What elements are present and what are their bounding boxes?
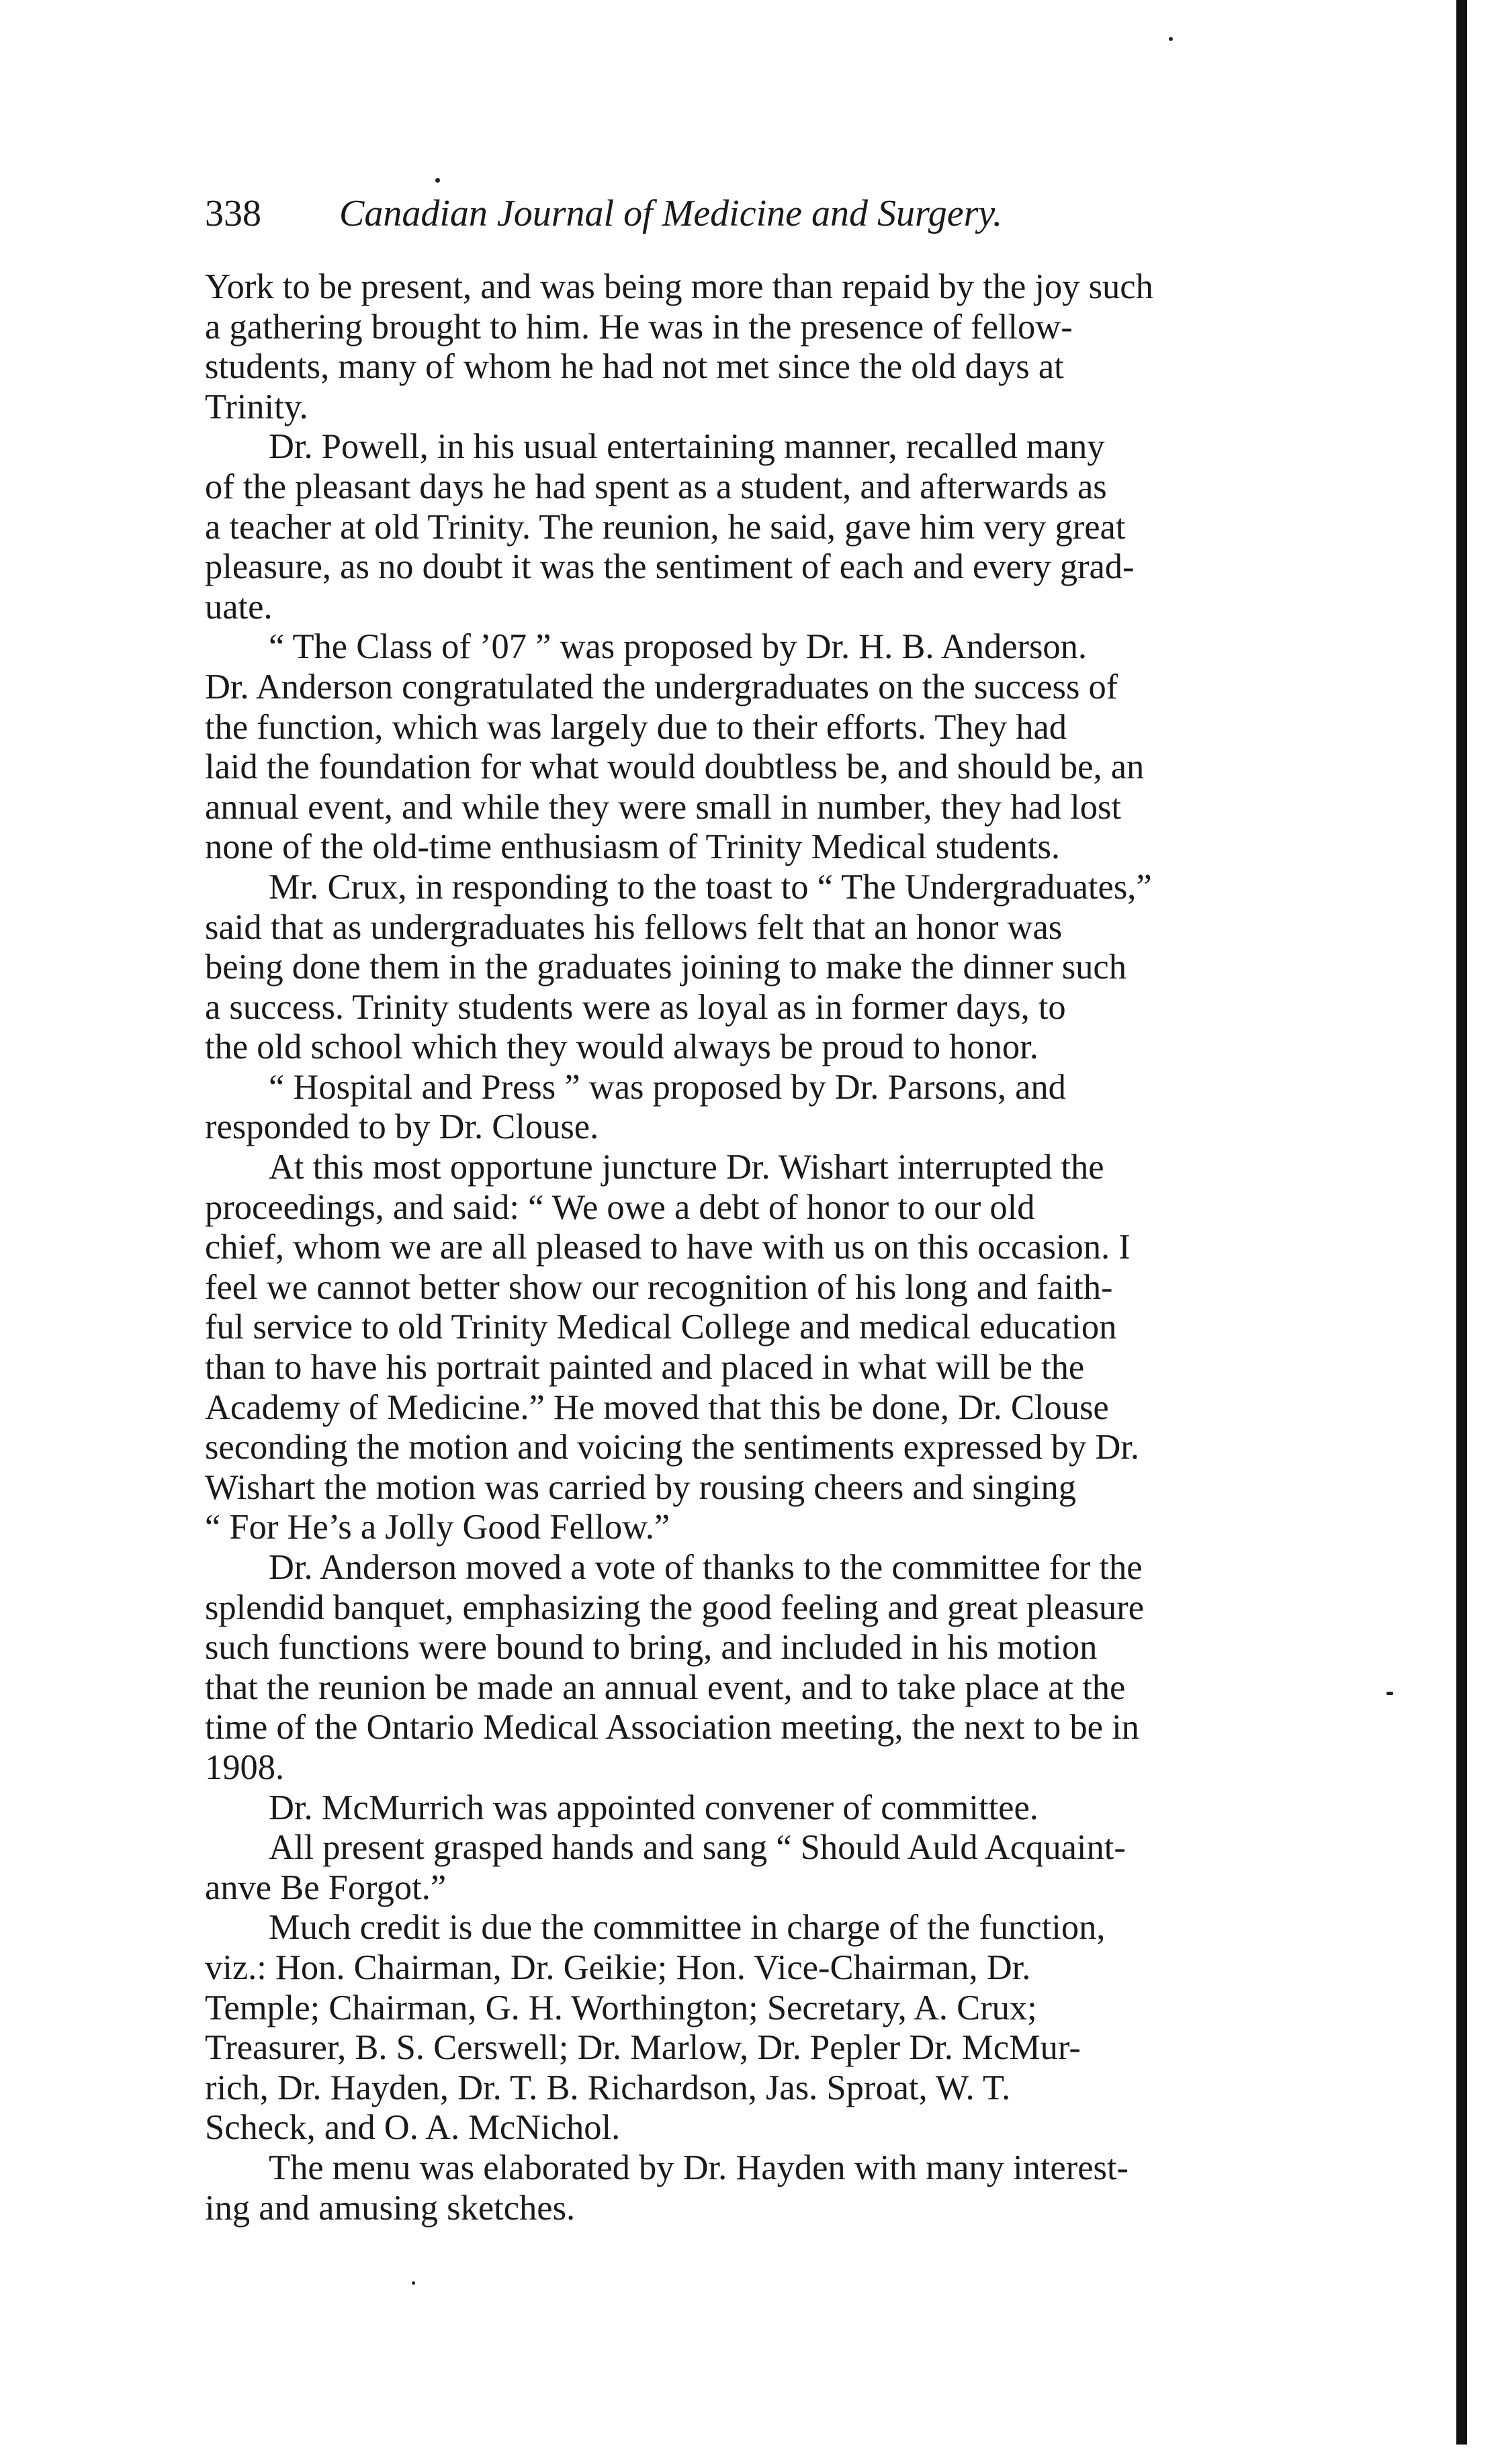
text-line: At this most opportune juncture Dr. Wishart interrupted the <box>269 1148 1104 1187</box>
page-edge-rule <box>1456 0 1467 2445</box>
text-line: proceedings, and said: “ We owe a debt of honor to our old <box>205 1187 1035 1227</box>
text-line: ful service to old Trinity Medical College and medical education <box>205 1308 1117 1347</box>
text-line: uate. <box>205 587 273 627</box>
text-line: Academy of Medicine.” He moved that this be done, Dr. Clouse <box>205 1387 1109 1427</box>
text-line: of the pleasant days he had spent as a student, and afterwards as <box>205 467 1107 506</box>
text-line: feel we cannot better show our recognition of his long and faith- <box>205 1267 1113 1307</box>
text-line: “ Hospital and Press ” was proposed by Dr. Parsons, and <box>269 1067 1066 1107</box>
text-line: ing and amusing sketches. <box>205 2188 576 2228</box>
text-line: than to have his portrait painted and placed in what will be the <box>205 1348 1085 1387</box>
text-line: chief, whom we are all pleased to have with us on this occasion. I <box>205 1228 1131 1267</box>
text-line: pleasure, as no doubt it was the sentiment of each and every grad- <box>205 547 1135 587</box>
page-number: 338 <box>205 193 261 234</box>
text-line: anve Be Forgot.” <box>205 1868 447 1907</box>
scan-speck <box>1169 37 1173 41</box>
scan-speck <box>412 2281 415 2285</box>
text-line: that the reunion be made an annual event, and to take place at the <box>205 1668 1126 1707</box>
text-line: Mr. Crux, in responding to the toast to “ The Undergraduates,” <box>269 867 1152 907</box>
text-line: seconding the motion and voicing the sentiments expressed by Dr. <box>205 1428 1139 1467</box>
text-line: none of the old-time enthusiasm of Trinity Medical students. <box>205 827 1060 867</box>
text-line: said that as undergraduates his fellows felt that an honor was <box>205 907 1063 947</box>
scan-speck <box>435 178 440 183</box>
text-line: splendid banquet, emphasizing the good feeling and great pleasure <box>205 1588 1145 1627</box>
text-line: Dr. Anderson congratulated the undergraduates on the success of <box>205 667 1118 706</box>
text-line: Dr. McMurrich was appointed convener of committee. <box>269 1788 1039 1827</box>
text-line: rich, Dr. Hayden, Dr. T. B. Richardson, Jas. Sproat, W. T. <box>205 2068 1011 2107</box>
article-body <box>205 267 1320 2228</box>
text-line: the function, which was largely due to their efforts. They had <box>205 707 1067 747</box>
text-line: Wishart the motion was carried by rousing cheers and singing <box>205 1467 1076 1507</box>
text-line: a gathering brought to him. He was in the presence of fellow- <box>205 307 1073 347</box>
text-line: students, many of whom he had not met since the old days at <box>205 347 1064 387</box>
text-line: Dr. Powell, in his usual entertaining manner, recalled many <box>269 427 1105 467</box>
text-line: All present grasped hands and sang “ Should Auld Acquaint- <box>269 1828 1126 1868</box>
text-line: Treasurer, B. S. Cerswell; Dr. Marlow, Dr. Pepler Dr. McMur- <box>205 2028 1081 2068</box>
text-line: The menu was elaborated by Dr. Hayden with many interest- <box>269 2148 1129 2187</box>
running-header <box>205 187 1320 240</box>
text-line: Temple; Chairman, G. H. Worthington; Secretary, A. Crux; <box>205 1988 1037 2027</box>
text-line: a teacher at old Trinity. The reunion, he said, gave him very great <box>205 507 1126 547</box>
text-line: a success. Trinity students were as loyal as in former days, to <box>205 987 1066 1027</box>
text-line: being done them in the graduates joining to make the dinner such <box>205 948 1126 987</box>
text-line: Scheck, and O. A. McNichol. <box>205 2108 621 2148</box>
text-line: the old school which they would always be proud to honor. <box>205 1028 1039 1067</box>
text-line: Much credit is due the committee in charge of the function, <box>269 1908 1106 1948</box>
text-line: viz.: Hon. Chairman, Dr. Geikie; Hon. Vice-Chairman, Dr. <box>205 1948 1031 1987</box>
text-line: Trinity. <box>205 387 308 426</box>
text-line: such functions were bound to bring, and included in his motion <box>205 1628 1098 1668</box>
text-line: laid the foundation for what would doubtless be, and should be, an <box>205 747 1145 787</box>
text-line: time of the Ontario Medical Association meeting, the next to be in <box>205 1708 1139 1747</box>
text-line: Dr. Anderson moved a vote of thanks to the committee for the <box>269 1548 1143 1587</box>
text-line: responded to by Dr. Clouse. <box>205 1107 599 1147</box>
journal-title: Canadian Journal of Medicine and Surgery. <box>339 193 1003 234</box>
text-line: “ For He’s a Jolly Good Fellow.” <box>205 1508 670 1547</box>
text-line: annual event, and while they were small in number, they had lost <box>205 787 1121 827</box>
text-line: 1908. <box>205 1747 285 1787</box>
text-line: York to be present, and was being more than repaid by the joy such <box>205 267 1153 306</box>
text-line: “ The Class of ’07 ” was proposed by Dr. H. B. Anderson. <box>269 627 1088 667</box>
scan-speck <box>1386 1692 1393 1695</box>
